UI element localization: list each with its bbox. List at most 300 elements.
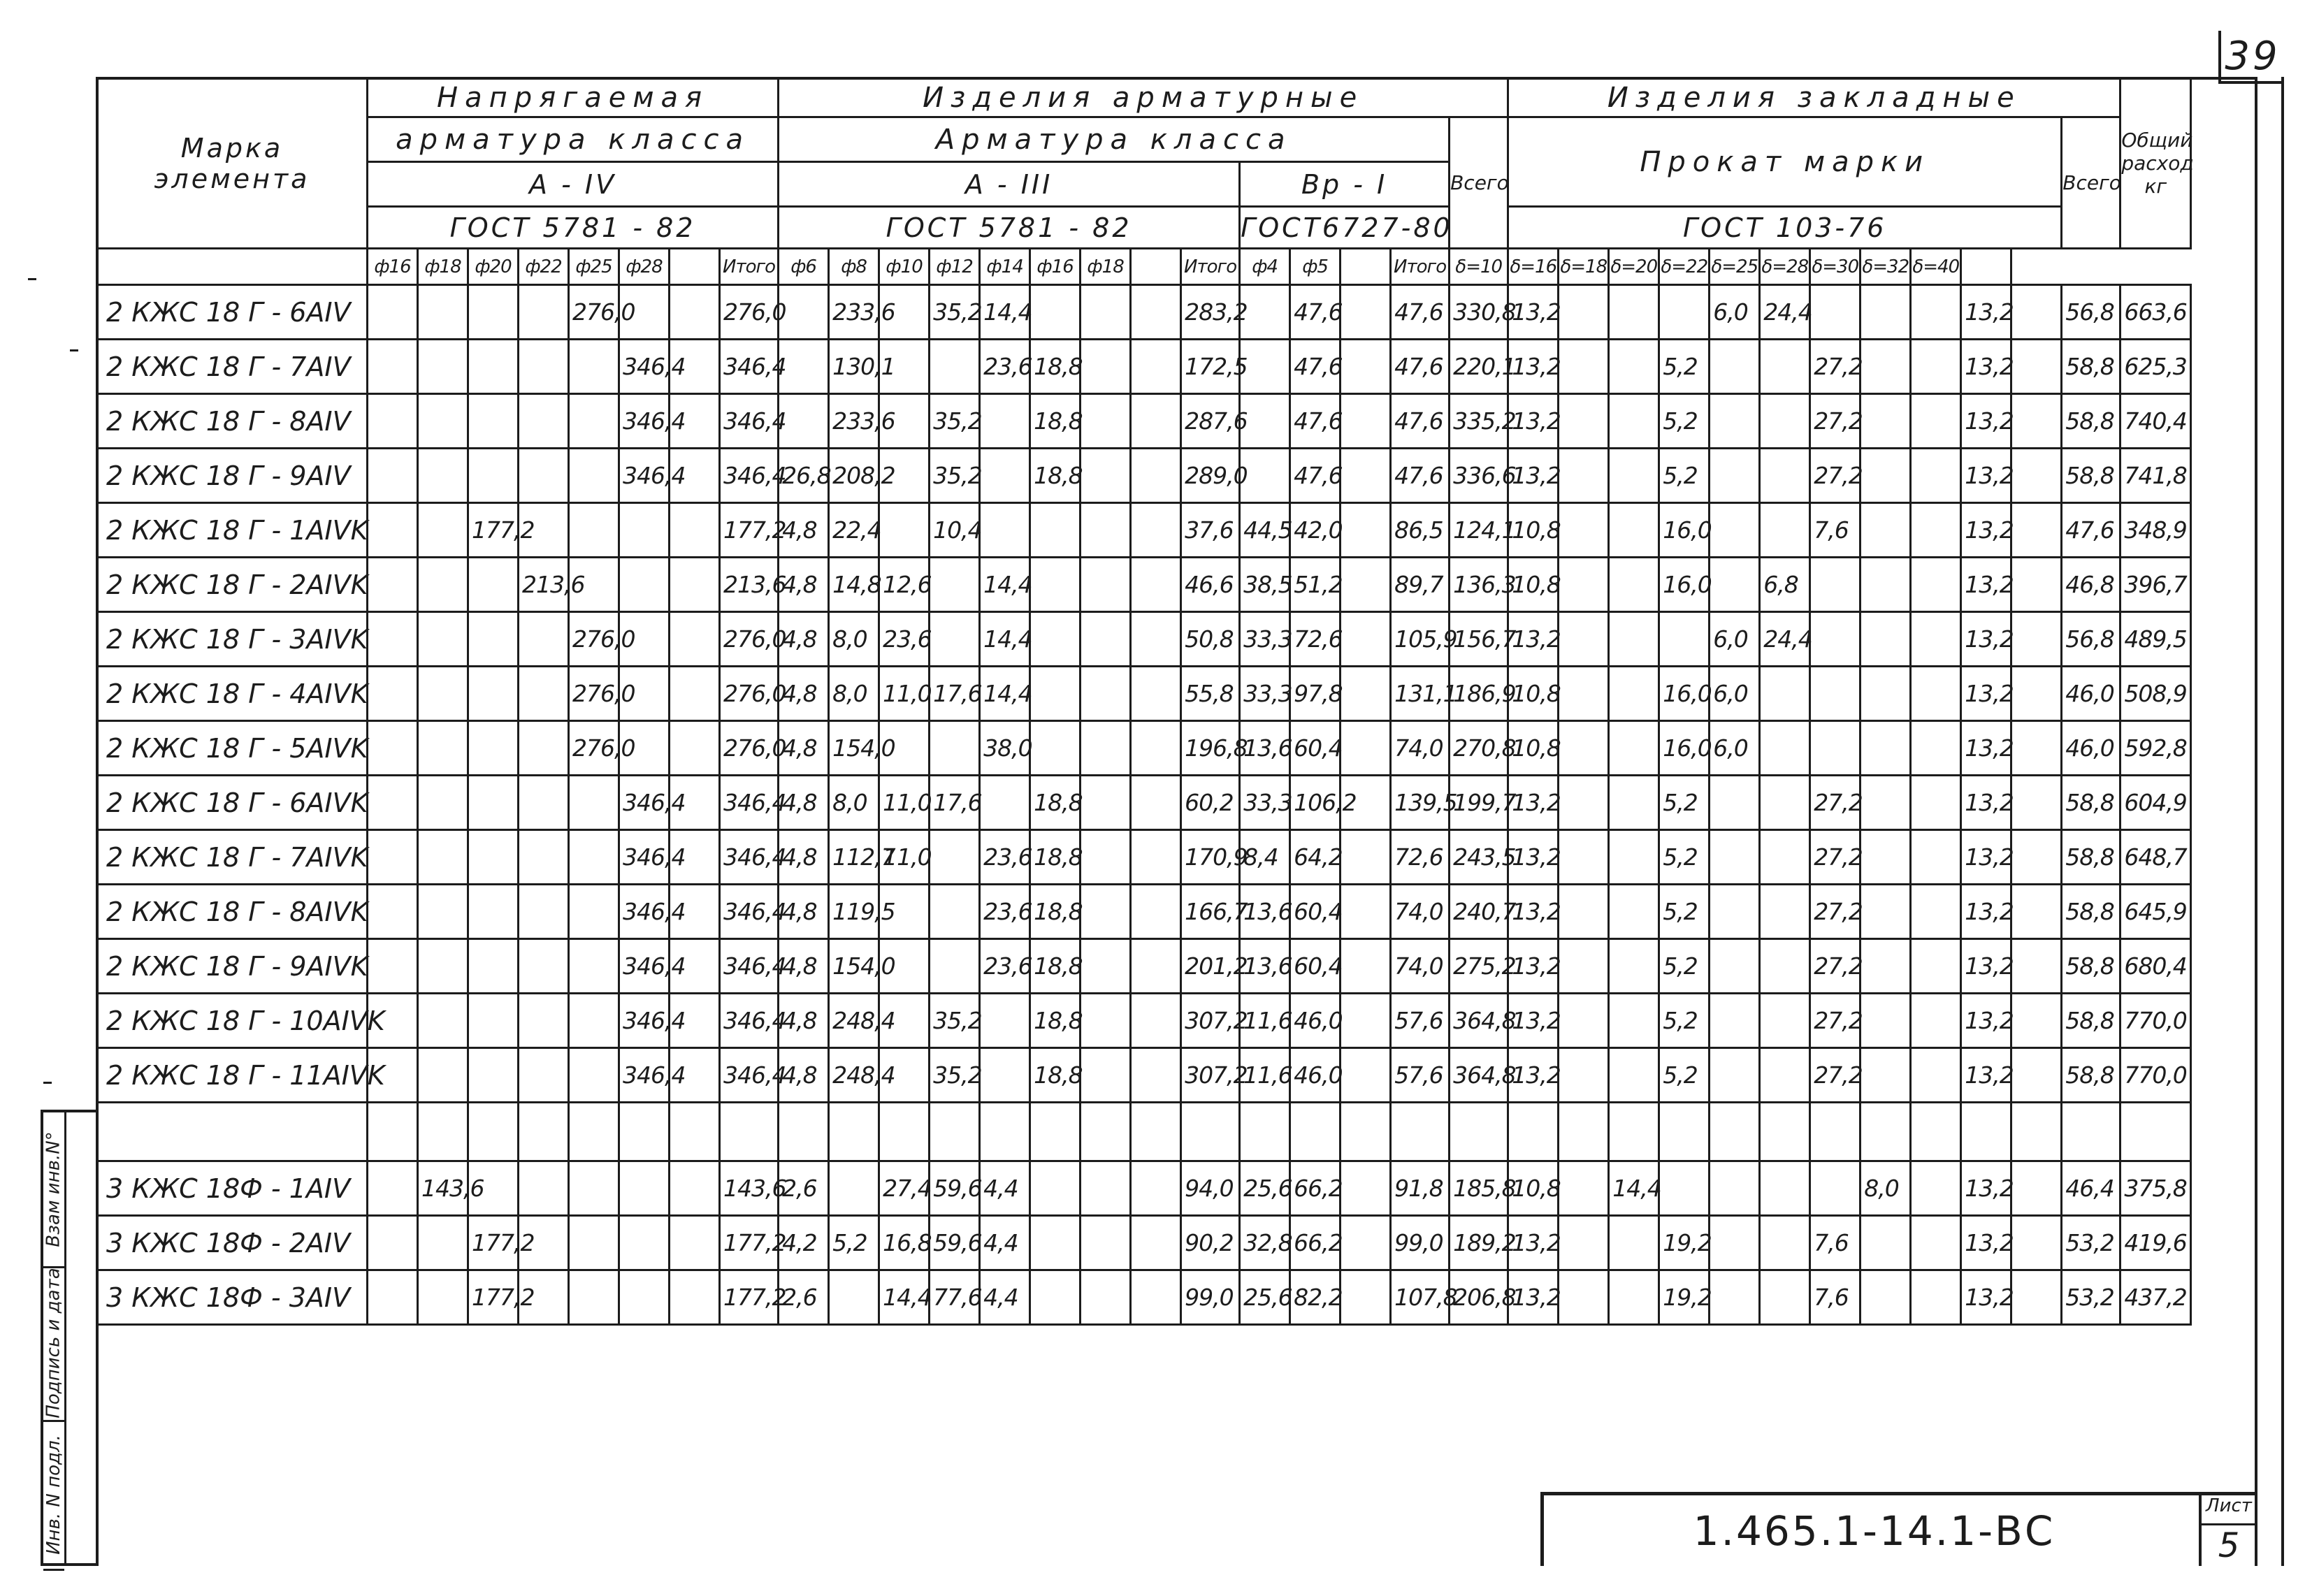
- row-value: 58,8: [2062, 830, 2120, 885]
- row-value: 5,2: [1659, 394, 1710, 449]
- row-value: [1341, 939, 1391, 994]
- row-value: 66,2: [1290, 1161, 1341, 1216]
- row-value: [519, 285, 569, 340]
- subheader-cell: [1341, 249, 1391, 285]
- row-value: [1240, 1103, 1290, 1161]
- row-mark: 2 КЖС 18 Г - 1AIVK: [97, 503, 368, 558]
- row-value: 5,2: [1659, 1048, 1710, 1103]
- row-value: [670, 1103, 720, 1161]
- row-value: [1911, 1161, 1961, 1216]
- subheader-cell: ф28: [619, 249, 670, 285]
- table-row: [97, 558, 2191, 612]
- row-value: [1559, 612, 1609, 667]
- row-value: 13,2: [1961, 939, 2011, 994]
- row-mark: 2 КЖС 18 Г - 10AIVK: [97, 994, 368, 1048]
- row-value: [1810, 612, 1861, 667]
- edge-tick: [28, 278, 36, 280]
- table-row: [97, 721, 2191, 776]
- row-value: 177,2: [720, 1270, 779, 1325]
- subheader-cell: ф8: [829, 249, 879, 285]
- row-value: 346,4: [720, 939, 779, 994]
- row-value: [1861, 285, 1911, 340]
- row-value: [468, 721, 519, 776]
- subheader-plate-cell: δ=16: [1508, 249, 1559, 285]
- row-value: [1760, 885, 1810, 939]
- row-value: 11,0: [879, 776, 930, 830]
- row-value: 37,6: [1181, 503, 1240, 558]
- table-row: [97, 1270, 2191, 1325]
- row-value: 13,2: [1961, 885, 2011, 939]
- row-value: [1131, 612, 1181, 667]
- row-value: [368, 830, 418, 885]
- row-value: 25,6: [1240, 1270, 1290, 1325]
- row-value: [1710, 1103, 1760, 1161]
- row-value: 4,2: [779, 1216, 829, 1270]
- row-value: 47,6: [1391, 340, 1450, 394]
- row-value: 196,8: [1181, 721, 1240, 776]
- row-value: [1131, 830, 1181, 885]
- row-value: 346,4: [720, 340, 779, 394]
- row-value: [1911, 667, 1961, 721]
- row-value: 4,8: [779, 994, 829, 1048]
- row-value: 276,0: [569, 612, 619, 667]
- row-value: 5,2: [829, 1216, 879, 1270]
- row-value: [670, 612, 720, 667]
- row-value: 13,6: [1240, 721, 1290, 776]
- header-overall-line1: Общий: [2121, 129, 2193, 152]
- row-value: [1081, 394, 1131, 449]
- row-value: [1559, 994, 1609, 1048]
- row-value: [368, 885, 418, 939]
- row-value: 437,2: [2120, 1270, 2191, 1325]
- row-value: [468, 612, 519, 667]
- row-value: 177,2: [468, 503, 519, 558]
- row-value: [1131, 1216, 1181, 1270]
- row-value: 8,0: [829, 667, 879, 721]
- row-value: 119,5: [829, 885, 879, 939]
- row-value: 35,2: [930, 994, 980, 1048]
- row-value: [980, 449, 1030, 503]
- row-value: 58,8: [2062, 776, 2120, 830]
- row-value: 47,6: [1290, 394, 1341, 449]
- row-value: [829, 1161, 879, 1216]
- row-value: [1609, 503, 1659, 558]
- row-value: [418, 994, 468, 1048]
- row-value: 156,7: [1450, 612, 1508, 667]
- row-value: 16,0: [1659, 503, 1710, 558]
- row-value: [1760, 994, 1810, 1048]
- row-value: 741,8: [2120, 449, 2191, 503]
- row-value: 56,8: [2062, 612, 2120, 667]
- subheader-cell: ф5: [1290, 249, 1341, 285]
- row-value: 143,6: [720, 1161, 779, 1216]
- header-vr-class: Вр - I: [1240, 162, 1450, 207]
- row-value: [2011, 885, 2062, 939]
- row-value: [1081, 994, 1131, 1048]
- header-vr-gost: ГОСТ6727-80: [1240, 207, 1450, 249]
- row-value: 44,5: [1240, 503, 1290, 558]
- row-value: 27,2: [1810, 394, 1861, 449]
- row-value: 5,2: [1659, 830, 1710, 885]
- row-value: 47,6: [1290, 340, 1341, 394]
- row-value: [418, 667, 468, 721]
- row-value: [1710, 558, 1760, 612]
- row-value: 396,7: [2120, 558, 2191, 612]
- edge-tick: [43, 1082, 52, 1084]
- row-value: 5,2: [1659, 939, 1710, 994]
- row-value: [519, 1048, 569, 1103]
- row-value: 346,4: [720, 394, 779, 449]
- row-value: [1861, 503, 1911, 558]
- subheader-plate-cell: δ=18: [1559, 249, 1609, 285]
- row-mark: 2 КЖС 18 Г - 7AIV: [97, 340, 368, 394]
- row-value: 14,4: [879, 1270, 930, 1325]
- row-value: 4,4: [980, 1270, 1030, 1325]
- row-value: [1131, 885, 1181, 939]
- row-value: 13,2: [1961, 1048, 2011, 1103]
- row-value: 276,0: [720, 285, 779, 340]
- row-value: [980, 994, 1030, 1048]
- row-value: [468, 994, 519, 1048]
- row-value: [569, 1270, 619, 1325]
- row-value: 186,9: [1450, 667, 1508, 721]
- row-value: 248,4: [829, 994, 879, 1048]
- row-value: [779, 340, 829, 394]
- row-value: 7,6: [1810, 503, 1861, 558]
- row-value: 14,4: [980, 558, 1030, 612]
- subheader-plate-cell: [1961, 249, 2011, 285]
- row-value: 22,4: [829, 503, 879, 558]
- row-value: 276,0: [569, 285, 619, 340]
- row-value: [519, 612, 569, 667]
- header-embedded-items: Изделия закладные: [1508, 78, 2120, 117]
- row-value: 364,8: [1450, 994, 1508, 1048]
- row-value: 24,4: [1760, 285, 1810, 340]
- row-value: [1911, 503, 1961, 558]
- row-value: 56,8: [2062, 285, 2120, 340]
- subheader-cell: ф16: [368, 249, 418, 285]
- row-value: 60,4: [1290, 721, 1341, 776]
- row-value: 19,2: [1659, 1216, 1710, 1270]
- row-value: [418, 612, 468, 667]
- row-value: [2011, 994, 2062, 1048]
- row-value: [2011, 1216, 2062, 1270]
- row-value: 189,2: [1450, 1216, 1508, 1270]
- row-value: [2011, 1103, 2062, 1161]
- row-value: 13,2: [1508, 285, 1559, 340]
- row-value: [368, 394, 418, 449]
- row-value: [2011, 830, 2062, 885]
- row-value: [1559, 1270, 1609, 1325]
- subheader-cell: ф4: [1240, 249, 1290, 285]
- row-value: [1609, 721, 1659, 776]
- row-value: [2011, 558, 2062, 612]
- row-value: [829, 1270, 879, 1325]
- row-value: [1659, 612, 1710, 667]
- row-value: [1609, 449, 1659, 503]
- row-value: 16,0: [1659, 721, 1710, 776]
- row-value: [2011, 776, 2062, 830]
- row-value: 419,6: [2120, 1216, 2191, 1270]
- row-mark: 3 КЖС 18Ф - 2AIV: [97, 1216, 368, 1270]
- row-value: 136,3: [1450, 558, 1508, 612]
- row-mark: 3 КЖС 18Ф - 3AIV: [97, 1270, 368, 1325]
- row-value: 346,4: [619, 830, 670, 885]
- table-row: [97, 1103, 2191, 1161]
- row-value: 5,2: [1659, 340, 1710, 394]
- row-value: [418, 1216, 468, 1270]
- table-row: [97, 1216, 2191, 1270]
- row-value: [930, 721, 980, 776]
- row-value: 2,6: [779, 1161, 829, 1216]
- row-value: 124,1: [1450, 503, 1508, 558]
- row-value: [569, 1103, 619, 1161]
- row-value: [1450, 1103, 1508, 1161]
- row-value: [519, 1161, 569, 1216]
- row-value: 11,6: [1240, 994, 1290, 1048]
- row-value: [1861, 667, 1911, 721]
- row-value: 4,8: [779, 558, 829, 612]
- row-value: 348,9: [2120, 503, 2191, 558]
- header-a3-class: А - III: [779, 162, 1240, 207]
- row-value: 13,2: [1961, 830, 2011, 885]
- row-value: 35,2: [930, 1048, 980, 1103]
- row-value: 42,0: [1290, 503, 1341, 558]
- row-value: [1559, 667, 1609, 721]
- row-value: [1609, 885, 1659, 939]
- row-value: 23,6: [879, 612, 930, 667]
- row-value: [1911, 776, 1961, 830]
- row-value: 346,4: [619, 340, 670, 394]
- row-value: 10,4: [930, 503, 980, 558]
- row-value: 10,8: [1508, 667, 1559, 721]
- subheader-cell: Итого: [720, 249, 779, 285]
- margin-stamp-label: Инв. N подл.: [43, 1434, 64, 1555]
- title-block-designation: 1.465.1-14.1-ВС: [1540, 1492, 2204, 1566]
- row-value: 199,7: [1450, 776, 1508, 830]
- row-value: [1131, 776, 1181, 830]
- row-value: [368, 285, 418, 340]
- row-value: 72,6: [1290, 612, 1341, 667]
- row-value: [418, 503, 468, 558]
- row-value: [368, 939, 418, 994]
- row-value: [1030, 1216, 1081, 1270]
- row-value: [519, 721, 569, 776]
- row-value: 27,2: [1810, 776, 1861, 830]
- row-value: 46,4: [2062, 1161, 2120, 1216]
- subheader-cell: [670, 249, 720, 285]
- row-mark: 2 КЖС 18 Г - 3AIVK: [97, 612, 368, 667]
- row-value: [519, 340, 569, 394]
- row-mark: 2 КЖС 18 Г - 9AIVK: [97, 939, 368, 994]
- row-value: [1609, 394, 1659, 449]
- row-value: 27,2: [1810, 885, 1861, 939]
- edge-tick: [70, 349, 78, 351]
- row-value: [1760, 1161, 1810, 1216]
- row-value: [1341, 340, 1391, 394]
- row-value: [418, 1103, 468, 1161]
- row-value: [569, 1216, 619, 1270]
- row-value: 35,2: [930, 285, 980, 340]
- row-value: [1760, 394, 1810, 449]
- row-value: [1710, 394, 1760, 449]
- row-value: [1710, 885, 1760, 939]
- row-value: 648,7: [2120, 830, 2191, 885]
- row-value: [1559, 340, 1609, 394]
- row-value: [1081, 503, 1131, 558]
- row-value: [468, 939, 519, 994]
- row-value: [418, 1270, 468, 1325]
- row-value: [2011, 285, 2062, 340]
- row-value: 130,1: [829, 340, 879, 394]
- row-value: [418, 776, 468, 830]
- row-value: 17,6: [930, 667, 980, 721]
- header-mark-line2: элемента: [154, 163, 310, 194]
- header-a4-gost: ГОСТ 5781 - 82: [368, 207, 779, 249]
- row-value: 23,6: [980, 340, 1030, 394]
- row-value: 770,0: [2120, 994, 2191, 1048]
- row-value: [1710, 776, 1760, 830]
- subheader-plate-cell: δ=32: [1861, 249, 1911, 285]
- row-value: [1609, 285, 1659, 340]
- table-row: [97, 667, 2191, 721]
- row-value: 11,0: [879, 830, 930, 885]
- row-value: 276,0: [720, 612, 779, 667]
- row-value: 6,0: [1710, 667, 1760, 721]
- row-value: [2011, 449, 2062, 503]
- row-value: 166,7: [1181, 885, 1240, 939]
- header-reinf-total: Всего: [1450, 117, 1508, 249]
- table-row: [97, 994, 2191, 1048]
- row-mark: 2 КЖС 18 Г - 11AIVK: [97, 1048, 368, 1103]
- row-value: [2062, 1103, 2120, 1161]
- row-value: [468, 394, 519, 449]
- row-value: [1861, 394, 1911, 449]
- row-value: 364,8: [1450, 1048, 1508, 1103]
- row-value: [1341, 830, 1391, 885]
- row-value: 5,2: [1659, 994, 1710, 1048]
- row-value: 58,8: [2062, 994, 2120, 1048]
- row-value: 59,6: [930, 1161, 980, 1216]
- row-value: [1911, 830, 1961, 885]
- row-value: [368, 1161, 418, 1216]
- row-value: [1609, 830, 1659, 885]
- row-value: 346,4: [619, 394, 670, 449]
- sheet-label: Лист: [2202, 1495, 2256, 1525]
- row-value: 13,2: [1508, 449, 1559, 503]
- row-value: 58,8: [2062, 449, 2120, 503]
- row-value: 47,6: [1391, 394, 1450, 449]
- row-value: 18,8: [1030, 885, 1081, 939]
- subheader-cell: ф18: [418, 249, 468, 285]
- row-value: 346,4: [720, 449, 779, 503]
- row-value: 27,2: [1810, 830, 1861, 885]
- row-value: [670, 1216, 720, 1270]
- row-value: [930, 558, 980, 612]
- row-value: [1609, 340, 1659, 394]
- row-value: [1861, 1048, 1911, 1103]
- header-prestressed-2: арматура класса: [368, 117, 779, 162]
- row-value: [1081, 1103, 1131, 1161]
- row-value: 38,0: [980, 721, 1030, 776]
- row-value: 508,9: [2120, 667, 2191, 721]
- row-value: [1508, 1103, 1559, 1161]
- row-value: [1081, 667, 1131, 721]
- row-value: [1131, 667, 1181, 721]
- row-value: [569, 994, 619, 1048]
- row-value: [980, 776, 1030, 830]
- row-value: 13,2: [1508, 1270, 1559, 1325]
- table-row: [97, 939, 2191, 994]
- row-value: [720, 1103, 779, 1161]
- row-value: 23,6: [980, 830, 1030, 885]
- row-value: 307,2: [1181, 1048, 1240, 1103]
- row-value: [670, 667, 720, 721]
- row-value: 680,4: [2120, 939, 2191, 994]
- subheader-plate-cell: δ=10: [1450, 249, 1508, 285]
- row-value: 213,6: [720, 558, 779, 612]
- row-value: [1710, 340, 1760, 394]
- row-mark: 2 КЖС 18 Г - 5AIVK: [97, 721, 368, 776]
- row-value: [1861, 1270, 1911, 1325]
- row-value: [670, 1270, 720, 1325]
- row-value: 13,2: [1961, 394, 2011, 449]
- row-value: [1131, 1161, 1181, 1216]
- row-value: 307,2: [1181, 994, 1240, 1048]
- row-value: 243,5: [1450, 830, 1508, 885]
- row-value: [1081, 1161, 1131, 1216]
- row-value: [779, 1103, 829, 1161]
- row-value: [670, 1161, 720, 1216]
- row-value: [1030, 1270, 1081, 1325]
- row-value: 47,6: [1391, 449, 1450, 503]
- row-value: 27,2: [1810, 449, 1861, 503]
- row-value: 13,2: [1508, 885, 1559, 939]
- row-value: [1609, 612, 1659, 667]
- row-value: 185,8: [1450, 1161, 1508, 1216]
- row-value: 46,0: [1290, 994, 1341, 1048]
- row-value: 5,2: [1659, 776, 1710, 830]
- row-value: [670, 721, 720, 776]
- row-value: 33,3: [1240, 667, 1290, 721]
- row-value: [368, 612, 418, 667]
- row-value: 50,8: [1181, 612, 1240, 667]
- row-value: 55,8: [1181, 667, 1240, 721]
- row-value: 13,2: [1961, 340, 2011, 394]
- header-prestressed-1: Напрягаемая: [368, 78, 779, 117]
- row-value: [368, 776, 418, 830]
- row-value: 13,2: [1961, 994, 2011, 1048]
- row-value: 58,8: [2062, 939, 2120, 994]
- row-value: [418, 885, 468, 939]
- row-value: 35,2: [930, 449, 980, 503]
- row-value: [519, 394, 569, 449]
- row-value: 27,2: [1810, 939, 1861, 994]
- row-value: [519, 994, 569, 1048]
- row-value: [1341, 1103, 1391, 1161]
- subheader-cell: ф10: [879, 249, 930, 285]
- row-value: 35,2: [930, 394, 980, 449]
- row-value: 625,3: [2120, 340, 2191, 394]
- row-value: [468, 1048, 519, 1103]
- row-value: [1911, 1103, 1961, 1161]
- row-value: [1861, 721, 1911, 776]
- row-value: 2,6: [779, 1270, 829, 1325]
- row-value: [1559, 503, 1609, 558]
- row-value: 4,4: [980, 1161, 1030, 1216]
- row-value: [1081, 830, 1131, 885]
- row-value: [980, 1048, 1030, 1103]
